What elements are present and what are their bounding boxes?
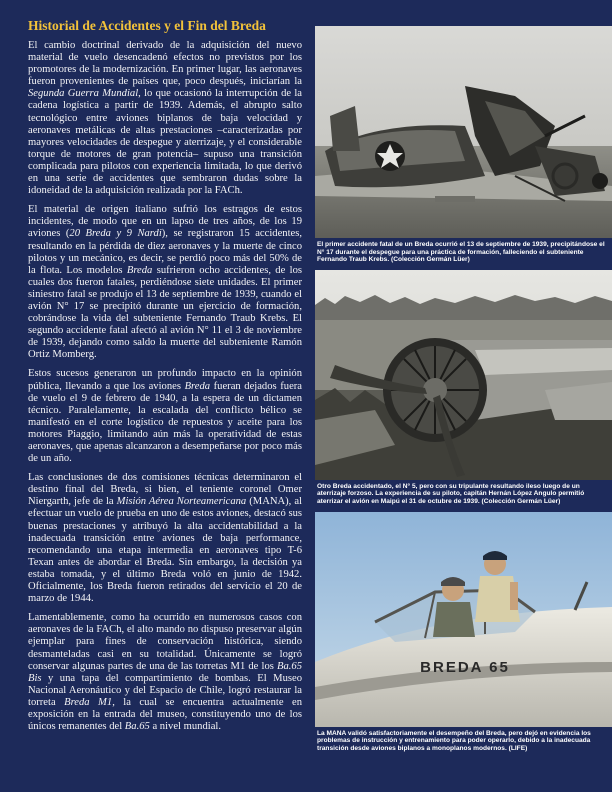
photo-breda-65 — [315, 512, 612, 753]
article-column — [28, 18, 302, 740]
wreck-photo-2 — [315, 270, 612, 480]
photo-column — [315, 26, 612, 752]
photo-crash-1 — [315, 26, 612, 264]
photo2-caption: Otro Breda accidentado, el N° 5, pero con su tripulante resultando ileso luego de un aterrizaje forzoso. La experiencia de su piloto, capitán Hernán López Angulo permitió aterrizar el avión en Maipú el 31 de octubre de 1939. (Colección Germán Lüer) — [317, 482, 585, 505]
italic-run: Ba.65 — [124, 721, 150, 733]
italic-run: Misión Aérea Norteamericana — [116, 496, 247, 508]
photo1-caption: El primer accidente fatal de un Breda ocurrió el 13 de septiembre de 1939, precipitándose el N° 17 durante el despegue para una práctica de formación, falleciendo el subteniente Fernando Traub Krebs. (Colección Germán Lüer) — [317, 241, 605, 264]
paragraph-5: Lamentablemente, como ha ocurrido en numerosos casos con aeronaves de la FACh, el alto mando no dispuso preservar algún ejemplar para fines de conservación histórica, siendo desmanteladas casi en su totalidad. Únicamente se logró conservar algunas partes de una de las torretas M1 de los Ba.65 Bis y una tapa del compartimiento de bombas. El Museo Nacional Aeronáutico y del Espacio de Chile, logró restaurar la torreta Breda M1, la cual se encuentra actualmente en exposición en la entrada del museo, constituyendo uno de los únicos remanentes del Ba.65 a nivel mundial. — [28, 612, 302, 733]
italic-run: Breda — [126, 264, 153, 276]
wreck-photo-1 — [315, 26, 612, 238]
paragraph-3: Estos sucesos generaron un profundo impacto en la opinión pública, llevando a que los aviones Breda fueran dejados fuera de vuelo el 9 de febrero de 1940, a la espera de un dictamen técnico. Paralelamente, la escalada del conflicto bélico se manifestó en el corte logístico de repuestos y aceite para los motores Piaggio, limitando aún más la operatividad de estas aeronaves, que apenas alcanzaron a desempeñarse por poco más de un año. — [28, 368, 302, 465]
italic-run: Breda M1 — [64, 696, 113, 708]
italic-run: Segunda Guerra Mundial — [28, 88, 139, 100]
paragraph-2: El material de origen italiano sufrió los estragos de estos incidentes, de modo que en un lapso de tres años, de los 19 aviones (20 Breda y 9 Nardi), se registraron 15 accidentes, resultando en la pérdida de diez aeronaves y la muerte de cinco pilotos y un mecánico, es decir, se perdió poco más del 50% de la flota. Los modelos Breda sufrieron ocho accidentes, de los cuales dos fueron fatales, perdiéndose siete unidades. El primer siniestro fatal se produjo el 13 de septiembre de 1939, cuando el avión N° 17 se precipitó durante un ejercicio de formación, cobrándose la vida del subteniente Fernando Traub Krebs. El segundo accidente fatal afectó al avión N° 11 el 3 de noviembre de 1939, dejando como saldo la muerte del subteniente Ramón Ortiz Momberg. — [28, 204, 303, 361]
fuselage-lettering: BREDA 65 — [420, 658, 510, 676]
paragraph-1: El cambio doctrinal derivado de la adquisición del nuevo material de vuelo desencadenó efectos no previstos por los promotores de la modernización. En primer lugar, las aeronaves fueron provenientes de países que, poco después, iniciarían la Segunda Guerra Mundial, lo que ocasionó la interrupción de la cadena logística a partir de 1939. Además, el abrupto salto tecnológico entre aviones biplanos de baja velocidad y aeronaves metálicas de altas prestaciones –caracterizadas por mayores velocidades de despegue y aterrizaje, y el considerable torque de motores de gran potencia– supuso una transición complicada para pilotos con experiencia limitada, lo que derivó en una serie de accidentes que sembraron dudas sobre la idoneidad de la adquisición realizada por la FACh. — [28, 40, 302, 197]
italic-run: Breda — [184, 380, 211, 392]
italic-run: Ba.65 Bis — [28, 660, 302, 684]
paragraph-4: Las conclusiones de dos comisiones técnicas determinaron el destino final del Breda, si bien, el teniente coronel Omer Niergarth, jefe de la Misión Aérea Norteamericana (MANA), al efectuar un vuelo de prueba en uno de estos aviones, destacó sus buenas prestaciones y atribuyó la alta accidentabilidad a la inadecuada transición entre aviones de baja performance, recomendando una etapa intermedia en aeronaves tipo T-6 Texan antes de abordar el Breda. Sin embargo, la decisión ya estaba tomada, y el último Breda voló en junio de 1942. Oficialmente, los Breda fueron retirados del servicio el 20 de marzo de 1944. — [28, 472, 302, 605]
photo3-caption: La MANA validó satisfactoriamente el desempeño del Breda, pero dejó en evidencia los problemas de instrucción y entrenamiento para poder operarlo, debido a la inadecuada transición desde aviones biplanos a monoplanos modernos. (LIFE) — [317, 729, 591, 752]
section-title: Historial de Accidentes y el Fin del Breda — [28, 18, 266, 33]
photo-crash-2 — [315, 270, 612, 506]
italic-run: 20 Breda y 9 Nardi — [69, 228, 162, 240]
breda-65-photo — [315, 512, 612, 727]
